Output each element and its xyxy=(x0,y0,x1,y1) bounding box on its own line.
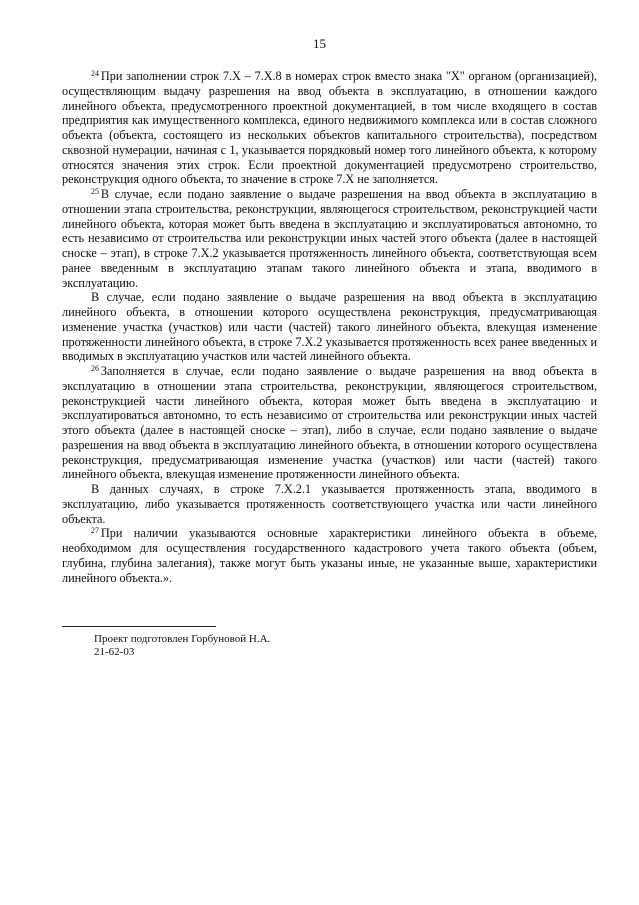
author-line: Проект подготовлен Горбуновой Н.А. xyxy=(94,633,271,645)
footnote-24-paragraph xyxy=(62,69,597,187)
footnote-26-paragraph xyxy=(62,364,597,482)
separator-rule xyxy=(62,626,216,627)
paragraph-text: При заполнении строк 7.X – 7.X.8 в номерах строк вместо знака "X" органом (организацией), осуществляющим выдачу разрешения на ввод объекта в эксплуатацию, в отношении каждого линейного объекта, предусмотренного проектной документацией, в том числе входящего в состав предприятия как имущественного комплекса, единого недвижимого комплекса или в состав сложного объекта (объекта, состоящего из нескольких объектов капитального строительства), посредством сквозной нумерации, начиная с 1, указывается порядковый номер того линейного объекта, к которому относятся значения этих строк. Если проектной документацией предусмотрено строительство, реконструкция одного объекта, то значение в строке 7.X не заполняется. xyxy=(62,69,597,187)
paragraph-text: При наличии указываются основные характеристики линейного объекта в объеме, необходимом для осуществления государственного кадастрового учета такого объекта (объем, глубина, глубина залегания), также могут быть указаны иные, не указанные выше, характеристики линейного объекта.». xyxy=(62,526,597,585)
page-number: 15 xyxy=(313,36,326,51)
footnote-marker: 24 xyxy=(91,69,99,78)
footnote-25-continuation-paragraph xyxy=(62,290,597,364)
footnote-27-paragraph xyxy=(62,526,597,585)
paragraph-text: Заполняется в случае, если подано заявление о выдаче разрешения на ввод объекта в эксплуатацию в отношении этапа строительства, реконструкции, являющегося строительством, реконструкцией части линейного объекта, которая может быть введена в эксплуатацию и эксплуатироваться автономно, то есть независимо от строительства или реконструкции иных частей этого объекта (далее в настоящей сноске – этап), либо в случае, если подано заявление о выдаче разрешения на ввод объекта в эксплуатацию линейного объекта, в отношении которого осуществлена реконструкция, предусматривающая изменение участка (участков) или части (частей) такого линейного объекта, влекущая изменение протяженности линейного объекта. xyxy=(62,364,597,482)
paragraph-text: В случае, если подано заявление о выдаче разрешения на ввод объекта в эксплуатацию линейного объекта, в отношении которого осуществлена реконструкция, предусматривающая изменение участка (участков) или части (частей) такого линейного объекта, влекущая изменение протяженности линейного объекта, в строке 7.X.2 указывается протяженность всех ранее введенных и вводимых в эксплуатацию участков или частей линейного объекта. xyxy=(62,290,597,364)
author-note xyxy=(94,633,494,659)
phone-line: 21-62-03 xyxy=(94,646,135,658)
document-body xyxy=(62,69,597,585)
paragraph-text: В данных случаях, в строке 7.X.2.1 указывается протяженность этапа, вводимого в эксплуатацию, либо указывается протяженность соответствующего участка или части линейного объекта. xyxy=(62,482,597,526)
paragraph-text: В случае, если подано заявление о выдаче разрешения на ввод объекта в эксплуатацию в отношении этапа строительства, реконструкции, являющегося строительством, реконструкцией части линейного объекта, которая может быть введена в эксплуатацию и эксплуатироваться автономно, то есть независимо от строительства или реконструкции иных частей этого объекта (далее в настоящей сноске – этап), в строке 7.X.2 указывается протяженность линейного объекта, соответствующая всем ранее введенным в эксплуатацию этапам такого линейного объекта и этапа, вводимого в эксплуатацию. xyxy=(62,187,597,290)
footnote-25-paragraph xyxy=(62,187,597,290)
footnote-26-continuation-paragraph xyxy=(62,482,597,526)
footnote-marker: 25 xyxy=(91,187,99,196)
footnote-marker: 26 xyxy=(91,364,99,373)
footnote-marker: 27 xyxy=(91,526,99,536)
